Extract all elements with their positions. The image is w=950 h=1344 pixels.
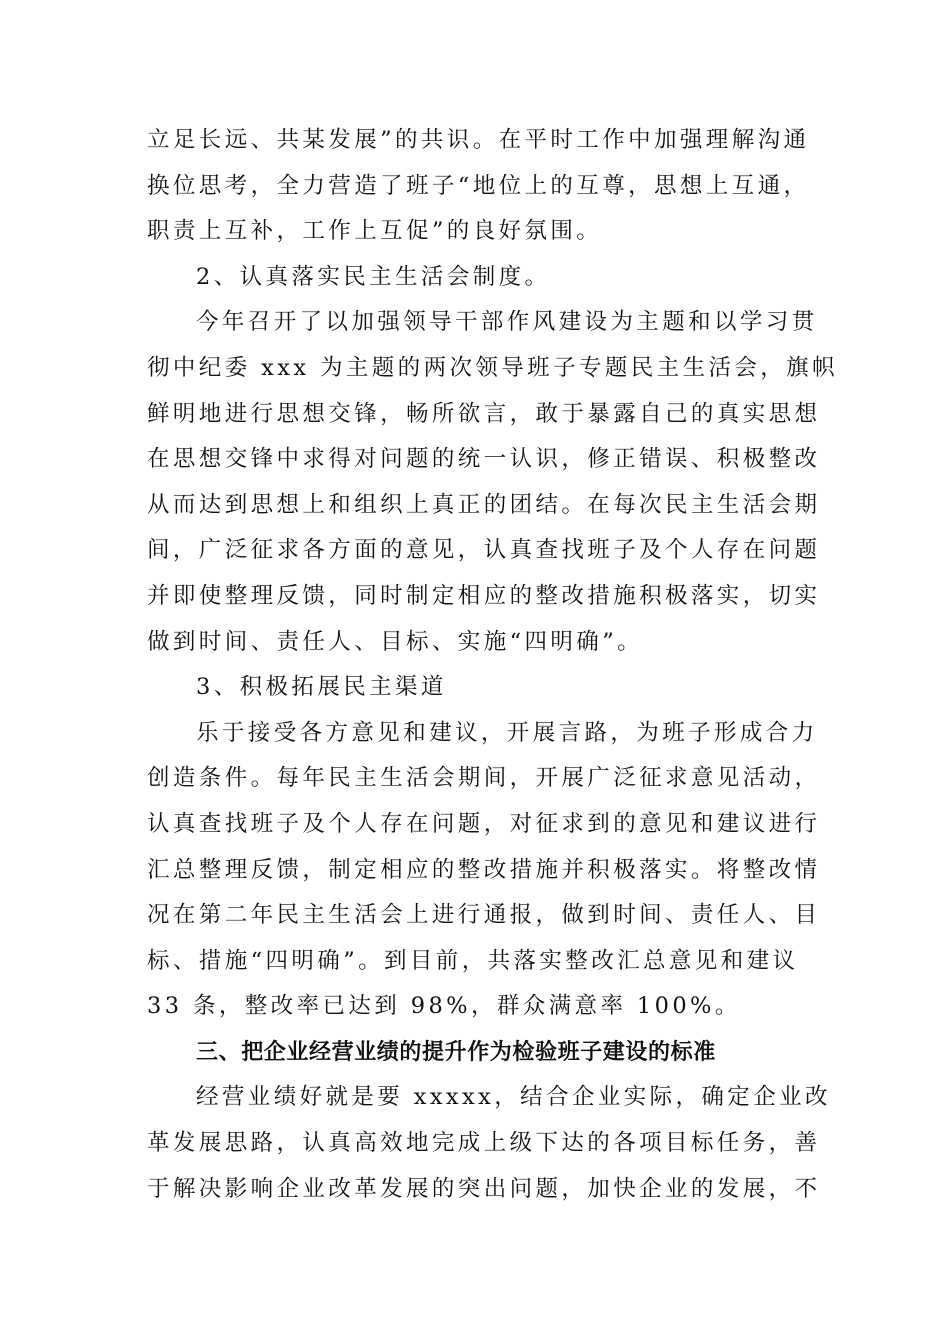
text-line: 33 条，整改率已达到 98%，群众满意率 100%。 [147,993,741,1020]
text-line: 汇总整理反馈，制定相应的整改措施并积极落实。将整改情 [147,856,821,883]
text-line: 彻中纪委 xxx 为主题的两次领导班子专题民主生活会，旗帜 [147,354,838,381]
text-line: 创造条件。每年民主生活会期间，开展广泛征求意见活动， [147,765,821,792]
text-line: 在思想交锋中求得对问题的统一认识，修正错误、积极整改 [147,446,821,473]
text-line: 认真查找班子及个人存在问题，对征求到的意见和建议进行 [147,810,821,837]
document-body [147,118,838,1212]
section-heading: 三、把企业经营业绩的提升作为检验班子建设的标准 [196,1039,716,1065]
text-line: 并即使整理反馈，同时制定相应的整改措施积极落实，切实 [147,582,821,609]
text-line: 况在第二年民主生活会上进行通报，做到时间、责任人、目 [147,902,821,929]
text-line: 立足长远、共某发展”的共识。在平时工作中加强理解沟通 [147,127,810,153]
text-line: 革发展思路，认真高效地完成上级下达的各项目标任务，善 [147,1130,821,1157]
text-line: 换位思考，全力营造了班子“地位上的互尊，思想上互通， [147,172,810,199]
text-line: 鲜明地进行思想交锋，畅所欲言，敢于暴露自己的真实思想 [147,400,821,427]
text-line: 从而达到思想上和组织上真正的团结。在每次民主生活会期 [147,491,821,518]
text-line: 间，广泛征求各方面的意见，认真查找班子及个人存在问题 [147,537,821,564]
section-subheading: 2、认真落实民主生活会制度。 [196,263,551,290]
text-line: 于解决影响企业改革发展的突出问题，加快企业的发展，不 [147,1175,821,1202]
text-line: 标、措施“四明确”。到目前，共落实整改汇总意见和建议 [147,947,799,974]
section-subheading: 3、积极拓展民主渠道 [196,674,447,701]
text-line: 做到时间、责任人、目标、实施“四明确”。 [147,628,644,655]
paragraph-start: 经营业绩好就是要 xxxxx，结合企业实际，确定企业改 [196,1084,831,1111]
paragraph-start: 今年召开了以加强领导干部作风建设为主题和以学习贯 [196,309,818,336]
text-line: 职责上互补，工作上互促”的良好氛围。 [147,218,603,245]
paragraph-start: 乐于接受各方意见和建议，开展言路，为班子形成合力 [196,719,818,746]
